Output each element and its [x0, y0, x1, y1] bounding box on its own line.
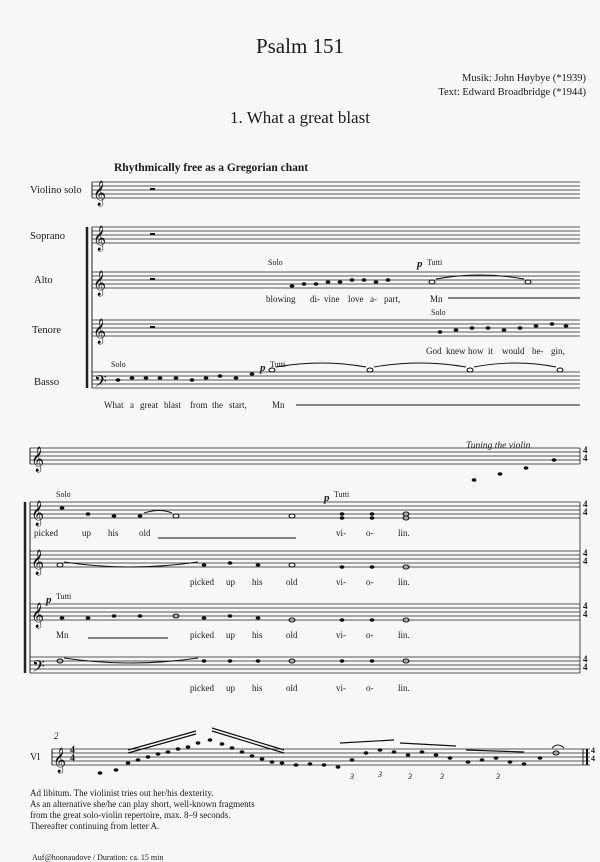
tenor-s2-notes: [60, 614, 409, 622]
soprano-solo-mark: Solo: [56, 490, 71, 499]
rest-mark: [150, 278, 155, 280]
triplet-mark: 3: [378, 770, 382, 779]
bass-dynamic: p: [260, 362, 266, 374]
measure-number: 2: [54, 731, 59, 741]
instrument-violino-solo: Violino solo: [30, 185, 82, 196]
staff-tenor-s2: [30, 604, 580, 620]
instrument-basso: Basso: [34, 377, 60, 388]
bass-clef-icon: 𝄢: [94, 371, 107, 395]
page-footer: Auf@hoonaudove / Duration: ca. 15 min: [32, 853, 164, 862]
treble-clef-icon: 𝄞: [31, 550, 45, 575]
triplet-mark: 3: [350, 772, 354, 781]
rest-mark: [150, 326, 155, 328]
alto-s2-notes: [57, 561, 409, 569]
treble-clef-icon: 𝄞: [53, 748, 67, 773]
staff-tenor-s1: [92, 320, 580, 336]
staff-bass-s2: [30, 657, 580, 673]
rest-mark: [150, 233, 155, 235]
treble-clef-icon: 𝄞: [31, 447, 45, 472]
instrument-tenore: Tenore: [32, 325, 61, 336]
time-signature: 4 4: [591, 746, 595, 763]
tenor-tutti-mark: Tutti: [56, 592, 72, 601]
performance-footnote: Ad libitum. The violinist tries out her/his dexterity. As an alternative she/he can play short, well-known fragments from the great solo-violin repertoire, max. 8–9 seconds. Thereafter continuing from letter A.: [30, 788, 255, 831]
tempo-marking: Rhythmically free as a Gregorian chant: [114, 162, 309, 174]
lyricist-credit: Text: Edward Broadbridge (*1944): [438, 87, 586, 98]
alto-dynamic: p: [417, 258, 423, 270]
rest-mark: [150, 188, 155, 190]
triplet-mark: 3: [496, 772, 500, 781]
violin-abbrev-label: Vl: [30, 752, 40, 763]
treble-clef-icon: 𝄞: [93, 271, 107, 296]
bass-solo-mark: Solo: [111, 360, 126, 369]
staff-violin-s1: [92, 182, 580, 198]
staff-bass-s1: [92, 372, 580, 388]
treble-8-clef-icon: 𝄞: [31, 603, 45, 628]
time-signature: 4 4: [583, 601, 588, 619]
violin-tuning-notes: [472, 458, 557, 482]
treble-clef-icon: 𝄞: [31, 501, 45, 526]
soprano-dynamic: p: [324, 492, 330, 504]
alto-tutti-mark: Tutti: [427, 258, 443, 267]
time-signature: 4 4: [583, 499, 588, 517]
bass-tutti-mark: Tutti: [270, 360, 286, 369]
staff-alto-s1: [92, 272, 580, 288]
triplet-mark: 3: [408, 772, 412, 781]
staff-alto-s2: [30, 551, 580, 567]
time-signature: 4 4: [583, 548, 588, 566]
triplet-mark: 3: [440, 772, 444, 781]
violin-cadenza-notes: [98, 738, 559, 775]
time-signature: 4 4: [70, 745, 75, 764]
composer-credit: Musik: John Høybye (*1939): [462, 73, 586, 84]
time-signature: 4 4: [583, 654, 588, 672]
instrument-alto: Alto: [34, 275, 53, 286]
staff-soprano-s1: [92, 227, 580, 243]
treble-8-clef-icon: 𝄞: [93, 319, 107, 344]
tuning-direction: Tuning the violin: [466, 441, 531, 451]
tenor-dynamic: p: [46, 594, 52, 606]
instrument-soprano: Soprano: [30, 231, 65, 242]
page-title: Psalm 151: [255, 34, 345, 58]
movement-title: 1. What a great blast: [230, 108, 370, 127]
bass-clef-icon: 𝄢: [32, 656, 45, 680]
time-signature: 4 4: [583, 445, 588, 463]
soprano-tutti-mark: Tutti: [334, 490, 350, 499]
tenor-solo-mark: Solo: [431, 308, 446, 317]
treble-clef-icon: 𝄞: [93, 226, 107, 251]
alto-solo-mark: Solo: [268, 258, 283, 267]
treble-clef-icon: 𝄞: [93, 181, 107, 206]
